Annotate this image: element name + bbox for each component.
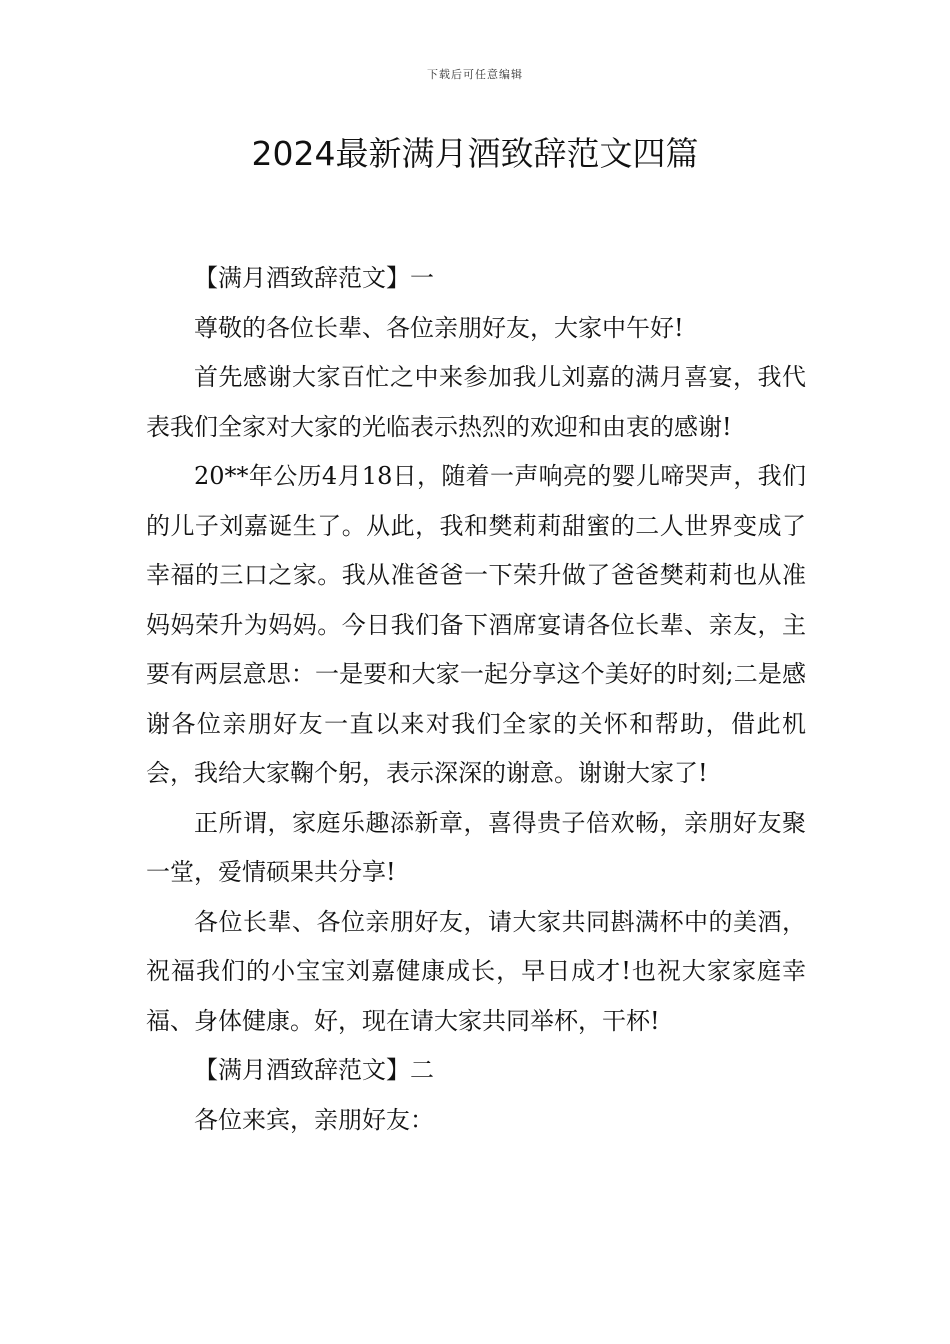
document-body [146,254,806,1145]
thanks-paragraph: 首先感谢大家百忙之中来参加我儿刘嘉的满月喜宴，我代表我们全家对大家的光临表示热烈的欢迎和由衷的感谢! [146,363,806,441]
greeting-paragraph: 尊敬的各位长辈、各位亲朋好友，大家中午好! [194,313,684,342]
salutation-paragraph: 各位来宾，亲朋好友： [194,1105,434,1134]
section-heading-2: 【满月酒致辞范文】二 [194,1056,434,1084]
couplet-paragraph: 正所谓，家庭乐趣添新章，喜得贵子倍欢畅，亲朋好友聚一堂，爱情硕果共分享! [146,808,806,886]
section-heading-1: 【满月酒致辞范文】一 [194,264,434,292]
download-note: 下载后可任意编辑 [427,68,523,81]
document-title: 2024最新满月酒致辞范文四篇 [251,134,699,173]
toast-paragraph: 各位长辈、各位亲朋好友，请大家共同斟满杯中的美酒，祝福我们的小宝宝刘嘉健康成长，早日成才!也祝大家家庭幸福、身体健康。好，现在请大家共同举杯，干杯! [146,907,806,1035]
birth-story-paragraph: 20**年公历4月18日，随着一声响亮的婴儿啼哭声，我们的儿子刘嘉诞生了。从此，我和樊莉莉甜蜜的二人世界变成了幸福的三口之家。我从准爸爸一下荣升做了爸爸樊莉莉也从准妈妈荣升为妈妈。今日我们备下酒席宴请各位长辈、亲友，主要有两层意思：一是要和大家一起分享这个美好的时刻;二是感谢各位亲朋好友一直以来对我们全家的关怀和帮助，借此机会，我给大家鞠个躬，表示深深的谢意。谢谢大家了! [146,462,806,787]
